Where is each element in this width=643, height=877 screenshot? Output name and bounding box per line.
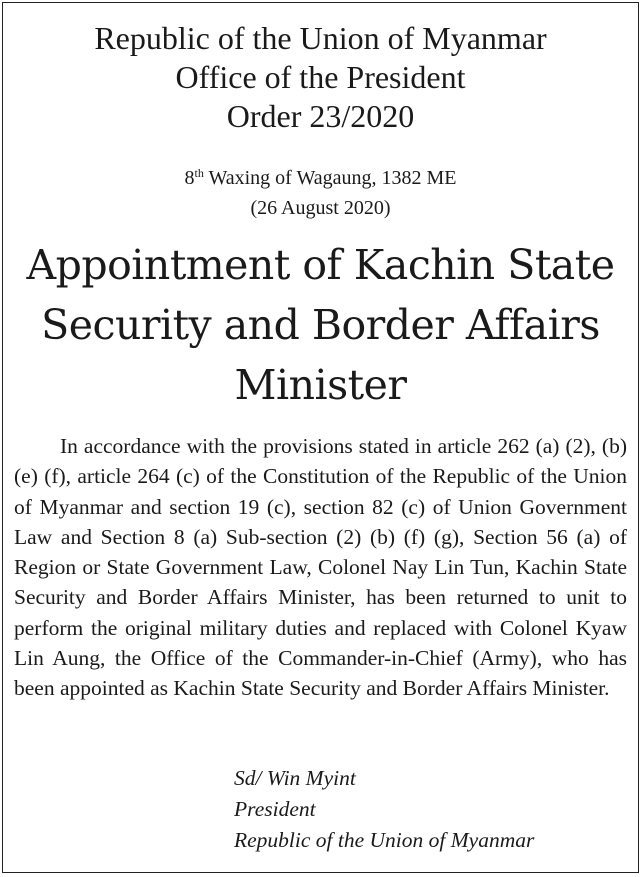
date-myanmar xyxy=(3,163,638,193)
date-day-suffix: th xyxy=(194,166,204,180)
title-line-3: Minister xyxy=(234,361,407,409)
title-line-1: Appointment of Kachin State xyxy=(26,241,615,289)
body-paragraph: In accordance with the provisions stated in article 262 (a) (2), (b) (e) (f), article 264 (c) of the Constitution of the Republic of the Union of Myanmar and section 19 (c), section 82 (c) of Union Government Law and Section 8 (a) Sub-section (2) (b) (f) (g), Section 56 (a) of Region or State Government Law, Colonel Nay Lin Tun, Kachin State Security and Border Affairs Minister, has been returned to unit to perform the original military duties and replaced with Colonel Kyaw Lin Aung, the Office of the Commander-in-Chief (Army), who has been appointed as Kachin State Security and Border Affairs Minister. xyxy=(14,434,627,701)
date-rest: Waxing of Wagaung, 1382 ME xyxy=(203,167,457,189)
title-line-2: Security and Border Affairs xyxy=(41,301,600,349)
date-gregorian: (26 August 2020) xyxy=(250,197,391,219)
signature-name: Sd/ Win Myint xyxy=(234,766,356,790)
document-title xyxy=(3,235,638,415)
document-frame xyxy=(2,2,639,873)
document-header xyxy=(3,19,638,136)
signature-country: Republic of the Union of Myanmar xyxy=(234,828,535,852)
header-order-number: Order 23/2020 xyxy=(226,98,415,134)
signature-block xyxy=(234,763,534,856)
document-date xyxy=(3,163,638,223)
signature-title: President xyxy=(234,797,316,821)
header-office: Office of the President xyxy=(175,59,466,95)
header-country: Republic of the Union of Myanmar xyxy=(94,20,547,56)
date-day-number: 8 xyxy=(184,167,195,189)
